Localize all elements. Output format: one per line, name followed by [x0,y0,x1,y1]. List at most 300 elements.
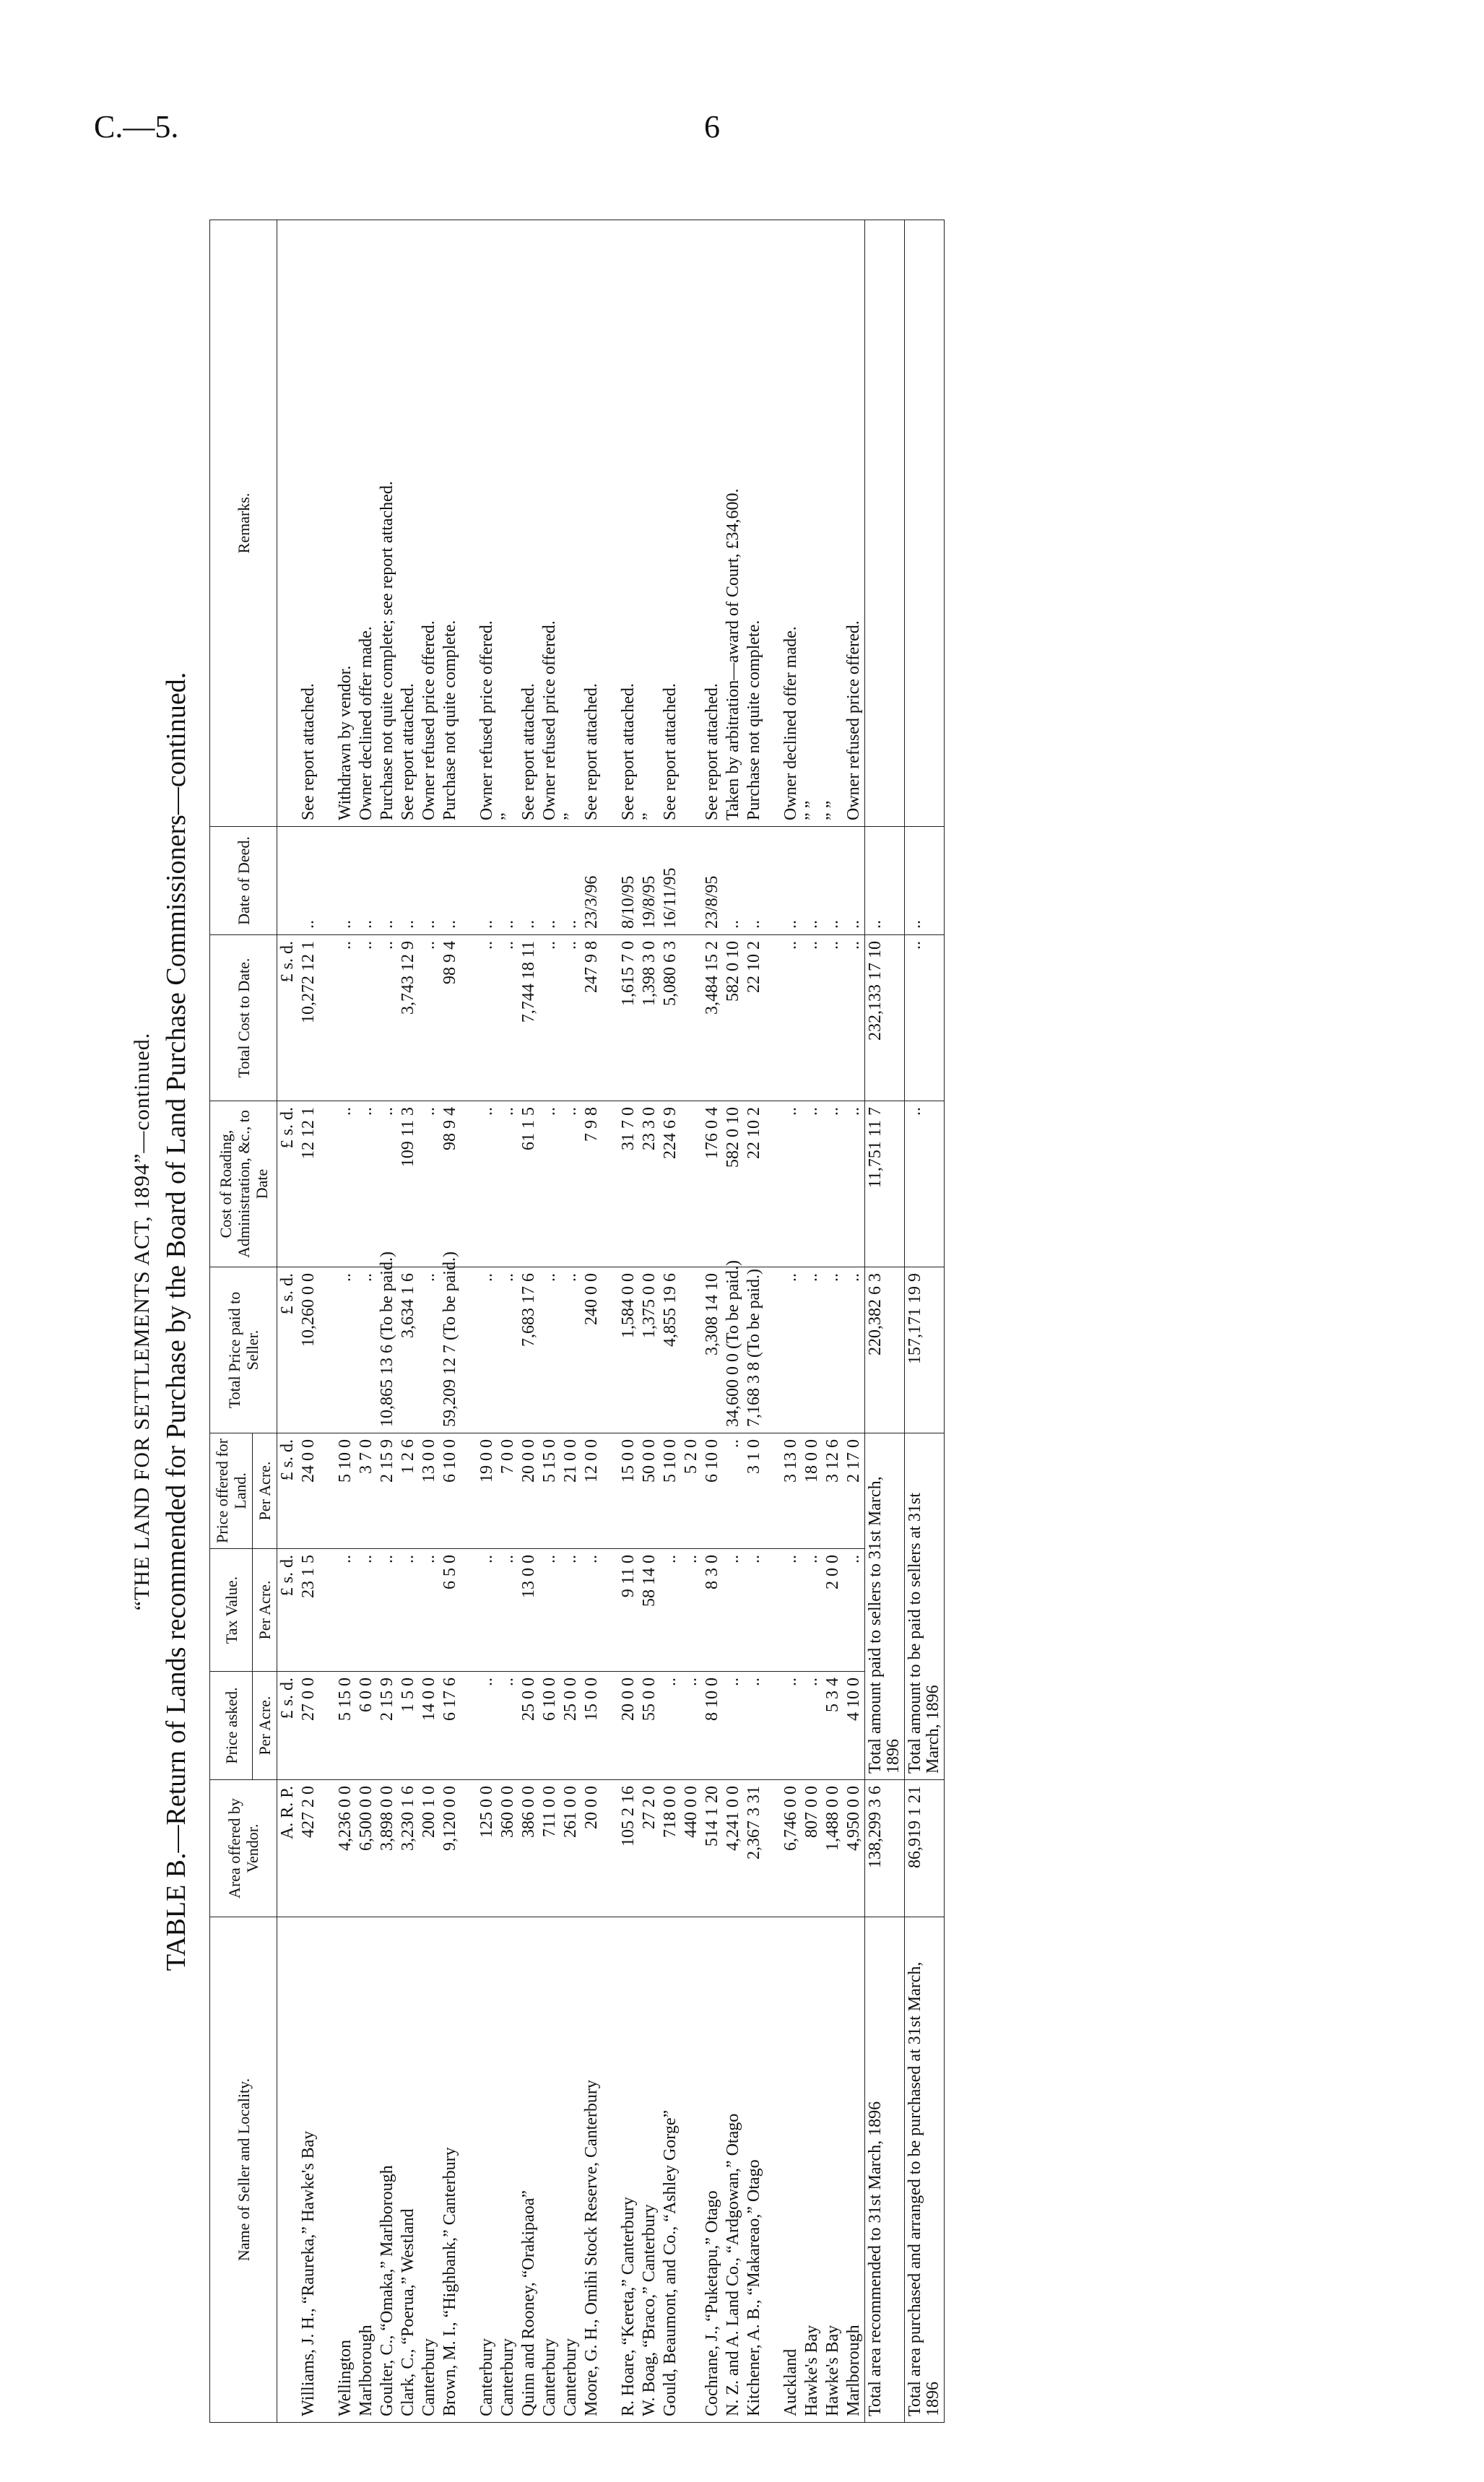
cell-asked: 1 5 0 [398,1672,419,1780]
total-name: Total area purchased and arranged to be purchased at 31st March, 1896 [905,1917,945,2423]
cell-remarks: See report attached. [702,220,723,827]
table-row [843,220,865,2423]
cell-tax: .. [335,1549,356,1672]
cell-deed: .. [419,827,440,935]
total-label: Total amount to be paid to sellers at 31st March, 1896 [905,1433,945,1780]
total-deed: .. [865,827,905,935]
table-caption: TABLE B.—Return of Lands recommended for Purchase by the Board of Land Purchase Commissioners—continued. [161,672,191,1971]
cell-offered: 5 10 0 [335,1433,356,1549]
rotated-table-region [130,220,1228,2423]
col-name: Name of Seller and Locality. [210,1917,277,2423]
cell-total-cost: 7,744 18 11 [518,935,539,1101]
cell-total-price: 7,683 17 6 [518,1267,539,1433]
col-remarks: Remarks. [210,220,277,827]
cell-roading: 109 11 3 [398,1101,419,1267]
cell-tax: 9 11 0 [618,1549,639,1672]
total-row [905,220,945,2423]
cell-remarks: Owner declined offer made. [356,220,377,827]
cell-deed: .. [560,827,581,935]
cell-offered: 20 0 0 [518,1433,539,1549]
cell-name: Canterbury [539,1917,560,2423]
cell-area: 20 0 0 [581,1780,602,1917]
cell-tax: .. [398,1549,419,1672]
cell-area: 125 0 0 [477,1780,498,1917]
cell-offered: 5 15 0 [539,1433,560,1549]
cell-remarks: See report attached. [618,220,639,827]
cell-offered: 7 0 0 [498,1433,518,1549]
cell-roading: .. [498,1101,518,1267]
table-row [539,220,560,2423]
cell-roading: .. [356,1101,377,1267]
cell-name: Canterbury [419,1917,440,2423]
cell-tax: 58 14 0 [639,1549,660,1672]
cell-name: Hawke's Bay [823,1917,843,2423]
cell-tax: .. [723,1549,744,1672]
cell-total-price: .. [539,1267,560,1433]
cell-tax: .. [781,1549,802,1672]
cell-tax: .. [843,1549,865,1672]
cell-name: Canterbury [560,1917,581,2423]
col-tax-value: Tax Value. [210,1549,253,1672]
cell-total-price: 10,260 0 0 [298,1267,319,1433]
cell-offered: 6 10 0 [440,1433,461,1549]
cell-roading: 176 0 4 [702,1101,723,1267]
total-total-cost: 232,133 17 10 [865,935,905,1101]
cell-total-price: 240 0 0 [581,1267,602,1433]
cell-tax: 23 1 5 [298,1549,319,1672]
cell-asked: 8 10 0 [702,1672,723,1780]
cell-total-price: 3,308 14 10 [702,1267,723,1433]
cell-name: Canterbury [477,1917,498,2423]
cell-offered: 2 15 9 [377,1433,398,1549]
cell-area: 514 1 20 [702,1780,723,1917]
cell-area: 2,367 3 31 [744,1780,765,1917]
act-title: “THE LAND FOR SETTLEMENTS ACT, 1894”—continued. [130,1032,154,1611]
cell-deed: .. [823,827,843,935]
cell-offered: 19 0 0 [477,1433,498,1549]
spacer-row [461,220,477,2423]
cell-total-price: 7,168 3 8 (To be paid.) [744,1267,765,1433]
cell-total-cost: 22 10 2 [744,935,765,1101]
spacer-row [765,220,781,2423]
cell-remarks: Owner refused price offered. [539,220,560,827]
cell-offered: 3 7 0 [356,1433,377,1549]
cell-tax: .. [539,1549,560,1672]
money-units: £ s. d. [277,1433,299,1549]
cell-roading: .. [477,1101,498,1267]
cell-asked: 15 0 0 [581,1672,602,1780]
cell-remarks: Owner refused price offered. [477,220,498,827]
table-row [398,220,419,2423]
col-price-asked: Price asked. [210,1672,253,1780]
cell-offered: 12 0 0 [581,1433,602,1549]
cell-asked: 4 10 0 [843,1672,865,1780]
table-row [802,220,823,2423]
cell-remarks: Owner refused price offered. [419,220,440,827]
cell-name: W. Boag, “Braco,” Canterbury [639,1917,660,2423]
page-number: 6 [704,109,720,144]
total-total-price: 157,171 19 9 [905,1267,945,1433]
cell-remarks: ” [560,220,581,827]
cell-remarks: ” [639,220,660,827]
col-date-deed: Date of Deed. [210,827,277,935]
cell-deed: 23/3/96 [581,827,602,935]
cell-tax: .. [419,1549,440,1672]
col-total-cost: Total Cost to Date. [210,935,277,1101]
table-body [277,220,945,2423]
money-units: £ s. d. [277,1101,299,1267]
cell-tax: .. [744,1549,765,1672]
cell-name: Hawke's Bay [802,1917,823,2423]
table-row [660,220,681,2423]
cell-area: 718 0 0 [660,1780,681,1917]
cell-total-cost: .. [781,935,802,1101]
cell-name: Moore, G. H., Omihi Stock Reserve, Canterbury [581,1917,602,2423]
cell-remarks: ” ” [823,220,843,827]
cell-total-cost: .. [335,935,356,1101]
table-row [723,220,744,2423]
cell-tax: .. [498,1549,518,1672]
cell-total-price: 3,634 1 6 [398,1267,419,1433]
cell-deed: .. [802,827,823,935]
cell-offered: 21 0 0 [560,1433,581,1549]
cell-name: R. Hoare, “Kereta,” Canterbury [618,1917,639,2423]
cell-deed: 16/11/95 [660,827,681,935]
cell-total-price: .. [560,1267,581,1433]
cell-offered: 1 2 6 [398,1433,419,1549]
cell-area: 427 2 0 [298,1780,319,1917]
total-deed: .. [905,827,945,935]
cell-roading: .. [335,1101,356,1267]
cell-area: 27 2 0 [639,1780,660,1917]
cell-offered: 24 0 0 [298,1433,319,1549]
cell-offered: 3 13 0 [781,1433,802,1549]
cell-area: 807 0 0 [802,1780,823,1917]
cell-offered: .. [723,1433,744,1549]
cell-total-cost: 1,615 7 0 [618,935,639,1101]
cell-tax: 2 0 0 [823,1549,843,1672]
cell-remarks: Owner refused price offered. [843,220,865,827]
cell-area: 386 0 0 [518,1780,539,1917]
cell-roading: .. [781,1101,802,1267]
cell-area: 711 0 0 [539,1780,560,1917]
cell-area: 9,120 0 0 [440,1780,461,1917]
cell-total-cost: .. [560,935,581,1101]
cell-total-price: .. [781,1267,802,1433]
cell-offered: 5 2 0 [681,1433,702,1549]
cell-asked: 20 0 0 [618,1672,639,1780]
cell-offered: 3 1 0 [744,1433,765,1549]
table-row [639,220,660,2423]
col-per-acre-asked: Per Acre. [253,1672,277,1780]
cell-roading: .. [802,1101,823,1267]
cell-deed: .. [518,827,539,935]
cell-deed: .. [377,827,398,935]
total-row [865,220,905,2423]
cell-remarks: See report attached. [298,220,319,827]
cell-remarks: ” ” [802,220,823,827]
cell-area: 4,241 0 0 [723,1780,744,1917]
table-row [581,220,602,2423]
money-units: £ s. d. [277,1549,299,1672]
cell-roading: 22 10 2 [744,1101,765,1267]
cell-deed: 23/8/95 [702,827,723,935]
cell-offered: 15 0 0 [618,1433,639,1549]
cell-deed: .. [440,827,461,935]
cell-remarks [681,220,702,827]
cell-remarks: See report attached. [398,220,419,827]
cell-area: 6,746 0 0 [781,1780,802,1917]
cell-roading: 23 3 0 [639,1101,660,1267]
cell-offered: 3 12 6 [823,1433,843,1549]
cell-deed: 19/8/95 [639,827,660,935]
cell-deed: .. [498,827,518,935]
table-row [419,220,440,2423]
cell-asked: .. [802,1672,823,1780]
col-area: Area offered by Vendor. [210,1780,277,1917]
col-per-acre-offered: Per Acre. [253,1433,277,1549]
cell-area: 1,488 0 0 [823,1780,843,1917]
cell-deed: .. [398,827,419,935]
cell-asked: .. [744,1672,765,1780]
cell-tax: .. [560,1549,581,1672]
cell-offered: 6 10 0 [702,1433,723,1549]
table-row [618,220,639,2423]
cell-tax: .. [377,1549,398,1672]
cell-total-cost: .. [498,935,518,1101]
cell-asked: .. [723,1672,744,1780]
cell-deed: .. [477,827,498,935]
cell-total-cost: 582 0 10 [723,935,744,1101]
cell-offered: 2 17 0 [843,1433,865,1549]
cell-name: Kitchener, A. B., “Makareao,” Otago [744,1917,765,2423]
cell-roading: 98 9 4 [440,1101,461,1267]
cell-area: 440 0 0 [681,1780,702,1917]
table-row [498,220,518,2423]
table-row [702,220,723,2423]
cell-roading: .. [377,1101,398,1267]
cell-area: 360 0 0 [498,1780,518,1917]
cell-asked: .. [477,1672,498,1780]
cell-tax: 8 3 0 [702,1549,723,1672]
cell-asked: .. [498,1672,518,1780]
cell-name: Canterbury [498,1917,518,2423]
cell-tax: .. [581,1549,602,1672]
total-label: Total amount paid to sellers to 31st March, 1896 [865,1433,905,1780]
cell-asked: 5 15 0 [335,1672,356,1780]
cell-total-price: 34,600 0 0 (To be paid.) [723,1267,744,1433]
cell-deed: .. [723,827,744,935]
money-units: £ s. d. [277,1672,299,1780]
cell-total-price: .. [335,1267,356,1433]
cell-total-cost: .. [823,935,843,1101]
area-units: A. R. P. [277,1780,299,1917]
total-name: Total area recommended to 31st March, 1896 [865,1917,905,2423]
cell-tax: 6 5 0 [440,1549,461,1672]
cell-deed: .. [744,827,765,935]
cell-total-price [681,1267,702,1433]
cell-total-price: 10,865 13 6 (To be paid.) [377,1267,398,1433]
cell-deed: 8/10/95 [618,827,639,935]
cell-total-cost: .. [356,935,377,1101]
table-row [377,220,398,2423]
money-units: £ s. d. [277,1267,299,1433]
cell-asked: .. [681,1672,702,1780]
cell-total-cost: .. [539,935,560,1101]
cell-roading: 224 6 9 [660,1101,681,1267]
table-row [823,220,843,2423]
cell-remarks: Owner declined offer made. [781,220,802,827]
cell-offered: 5 10 0 [660,1433,681,1549]
cell-tax: .. [660,1549,681,1672]
cell-total-cost: 3,484 15 2 [702,935,723,1101]
spacer-row [319,220,335,2423]
cell-total-price: 1,584 0 0 [618,1267,639,1433]
cell-name: Quinn and Rooney, “Orakipaoa” [518,1917,539,2423]
table-row [356,220,377,2423]
cell-tax: .. [681,1549,702,1672]
cell-remarks: See report attached. [581,220,602,827]
cell-asked: 25 0 0 [560,1672,581,1780]
cell-total-price: .. [498,1267,518,1433]
spacer-row [602,220,618,2423]
cell-asked: 6 17 6 [440,1672,461,1780]
cell-deed: .. [781,827,802,935]
cell-roading: .. [560,1101,581,1267]
col-per-acre-tax: Per Acre. [253,1549,277,1672]
table-row [681,220,702,2423]
table-row [518,220,539,2423]
cell-total-price: .. [802,1267,823,1433]
table-row [781,220,802,2423]
cell-asked: 6 10 0 [539,1672,560,1780]
cell-name: Williams, J. H., “Raureka,” Hawke's Bay [298,1917,319,2423]
cell-total-cost: .. [802,935,823,1101]
cell-name: Cochrane, J., “Puketapu,” Otago [702,1917,723,2423]
cell-total-price: .. [419,1267,440,1433]
cell-total-price: 59,209 12 7 (To be paid.) [440,1267,461,1433]
cell-deed: .. [356,827,377,935]
cell-roading: 7 9 8 [581,1101,602,1267]
table-row [560,220,581,2423]
page-code: C.—5. [94,109,179,144]
cell-total-price: .. [823,1267,843,1433]
money-units: £ s. d. [277,935,299,1101]
cell-total-cost: .. [419,935,440,1101]
cell-asked: 27 0 0 [298,1672,319,1780]
cell-total-cost: 10,272 12 1 [298,935,319,1101]
cell-deed: .. [298,827,319,935]
cell-remarks: See report attached. [518,220,539,827]
col-cost-roading: Cost of Roading, Administration, &c., to Date [210,1101,277,1267]
col-price-offered: Price offered for Land. [210,1433,253,1549]
cell-area: 261 0 0 [560,1780,581,1917]
cell-name: Goulter, C., “Omaka,” Marlborough [377,1917,398,2423]
cell-total-cost [681,935,702,1101]
cell-total-cost: 247 9 8 [581,935,602,1101]
total-roading: 11,751 11 7 [865,1101,905,1267]
cell-name: N. Z. and A. Land Co., “Ardgowan,” Otago [723,1917,744,2423]
cell-name: Clark, C., “Poerua,” Westland [398,1917,419,2423]
cell-remarks: See report attached. [660,220,681,827]
cell-tax: 13 0 0 [518,1549,539,1672]
cell-roading: .. [539,1101,560,1267]
cell-tax: .. [477,1549,498,1672]
cell-deed: .. [539,827,560,935]
cell-area: 4,236 0 0 [335,1780,356,1917]
cell-offered: 13 0 0 [419,1433,440,1549]
cell-deed: .. [843,827,865,935]
cell-area: 6,500 0 0 [356,1780,377,1917]
total-total-price: 220,382 6 3 [865,1267,905,1433]
cell-total-price: .. [843,1267,865,1433]
cell-total-price: .. [356,1267,377,1433]
cell-name [681,1917,702,2423]
cell-offered: 50 0 0 [639,1433,660,1549]
cell-asked: 5 3 4 [823,1672,843,1780]
cell-roading [681,1101,702,1267]
cell-remarks: ” [498,220,518,827]
cell-roading: .. [843,1101,865,1267]
cell-remarks: Withdrawn by vendor. [335,220,356,827]
total-roading: .. [905,1101,945,1267]
cell-total-cost: .. [377,935,398,1101]
cell-name: Auckland [781,1917,802,2423]
cell-name: Gould, Beaumont, and Co., “Ashley Gorge” [660,1917,681,2423]
land-purchase-table [209,220,945,2423]
cell-remarks: Purchase not quite complete. [440,220,461,827]
table-title [130,220,192,2423]
cell-name: Marlborough [843,1917,865,2423]
cell-deed: .. [335,827,356,935]
cell-offered: 18 0 0 [802,1433,823,1549]
table-row [440,220,461,2423]
cell-total-price: 1,375 0 0 [639,1267,660,1433]
cell-roading: 31 7 0 [618,1101,639,1267]
units-row [277,220,299,2423]
total-total-cost: .. [905,935,945,1101]
cell-roading: 582 0 10 [723,1101,744,1267]
cell-total-cost: .. [843,935,865,1101]
cell-remarks: Purchase not quite complete; see report attached. [377,220,398,827]
table-row [298,220,319,2423]
cell-area: 3,898 0 0 [377,1780,398,1917]
cell-total-cost: 98 9 4 [440,935,461,1101]
cell-asked: .. [781,1672,802,1780]
cell-name: Marlborough [356,1917,377,2423]
cell-area: 3,230 1 6 [398,1780,419,1917]
total-area: 138,299 3 6 [865,1780,905,1917]
cell-roading: .. [419,1101,440,1267]
cell-deed [681,827,702,935]
cell-roading: .. [823,1101,843,1267]
cell-area: 105 2 16 [618,1780,639,1917]
cell-asked: .. [660,1672,681,1780]
cell-asked: 6 0 0 [356,1672,377,1780]
total-area: 86,919 1 21 [905,1780,945,1917]
table-row [335,220,356,2423]
col-total-price: Total Price paid to Seller. [210,1267,277,1433]
table-row [477,220,498,2423]
cell-tax: .. [356,1549,377,1672]
cell-total-cost: 5,080 6 3 [660,935,681,1101]
cell-asked: 25 0 0 [518,1672,539,1780]
cell-asked: 2 15 9 [377,1672,398,1780]
cell-total-cost: 3,743 12 9 [398,935,419,1101]
cell-remarks: Purchase not quite complete. [744,220,765,827]
cell-roading: 61 1 5 [518,1101,539,1267]
cell-total-cost: 1,398 3 0 [639,935,660,1101]
